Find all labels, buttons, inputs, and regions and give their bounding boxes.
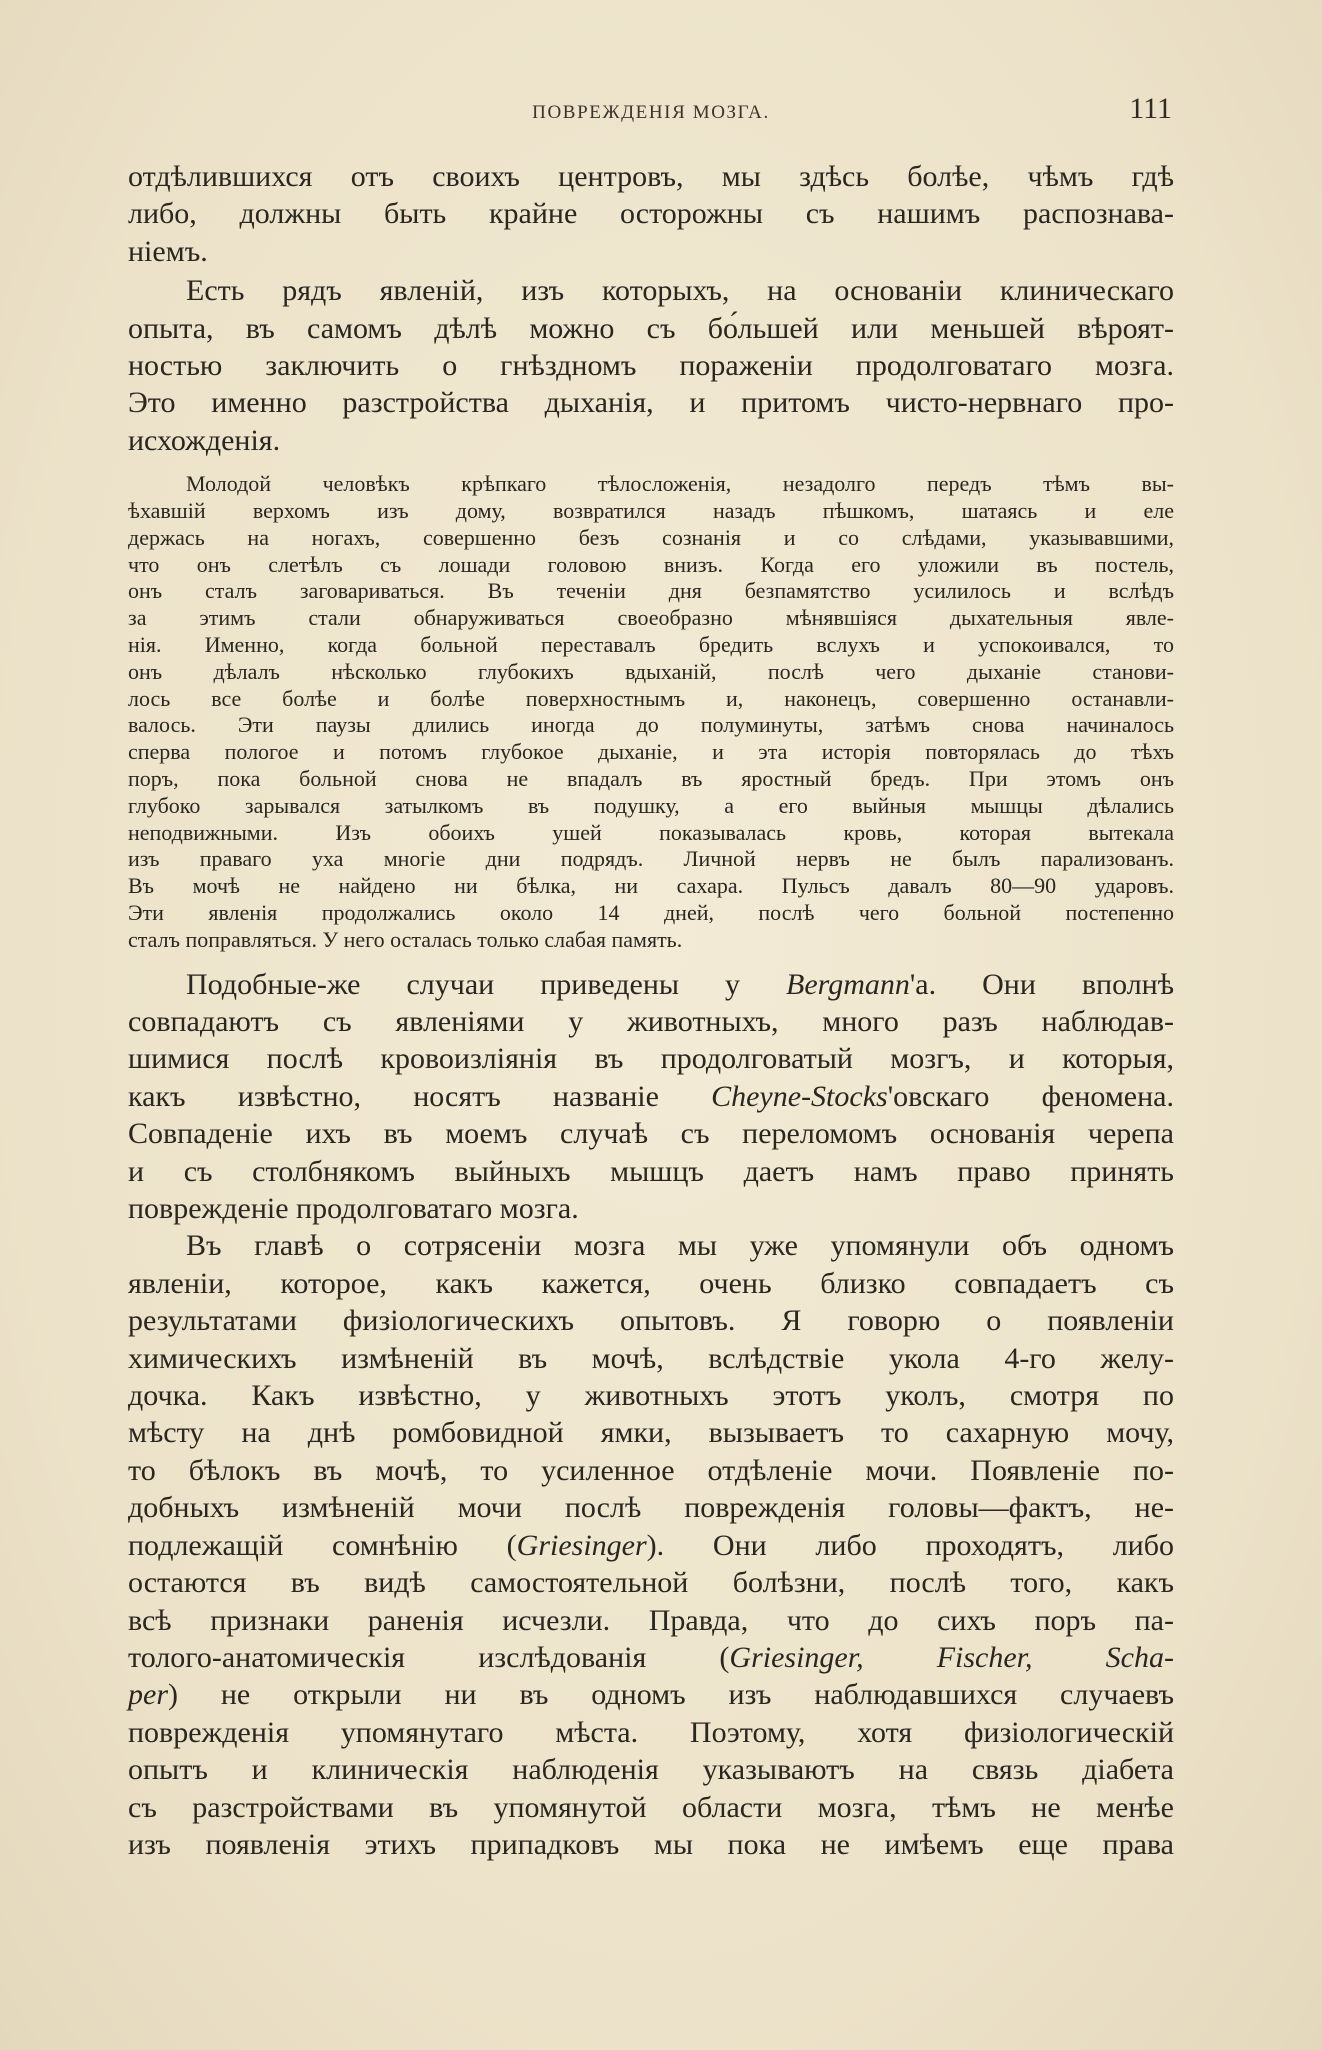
paragraph-1 — [128, 158, 1174, 270]
text-line: мѣсту на днѣ ромбовидной ямки, вызываетъ то сахарную мочу, — [128, 1416, 1174, 1450]
text-line — [128, 1639, 1174, 1676]
author-name: Bergmann — [786, 967, 910, 1001]
case-line: Въ мочѣ не найдено ни бѣлка, ни сахара. Пульсъ давалъ 80—90 ударовъ. — [128, 873, 1174, 899]
case-line: поръ, пока больной снова не впадалъ въ яростный бредъ. При этомъ онъ — [128, 766, 1174, 792]
text-run: толого-анатомическія изслѣдованія ( — [128, 1640, 730, 1674]
case-line: за этимъ стали обнаруживаться своеобразно мѣнявшіяся дыхательныя явле- — [128, 605, 1174, 631]
case-line: изъ праваго уха многіе дни подрядъ. Личной нервъ не былъ парализованъ. — [128, 846, 1174, 872]
case-line: сперва пологое и потомъ глубокое дыханіе, и эта исторія повторялась до тѣхъ — [128, 739, 1174, 765]
author-name: per — [128, 1678, 168, 1712]
case-line: сталъ поправляться. У него осталась только слабая память. — [128, 926, 683, 952]
text-line: шимися послѣ кровоизліянія въ продолговатый мозгъ, и которыя, — [128, 1042, 1174, 1076]
running-head: ПОВРЕЖДЕНІЯ МОЗГА. — [532, 102, 770, 123]
case-line: онъ дѣлалъ нѣсколько глубокихъ вдыханій, послѣ чего дыханіе станови- — [128, 658, 1174, 684]
author-names: Griesinger, Fischer, Scha- — [729, 1640, 1174, 1674]
text-line — [128, 1078, 1174, 1115]
case-report — [128, 471, 1174, 953]
page-header — [128, 92, 1174, 132]
text-run: 'а. Они вполнѣ — [909, 967, 1175, 1001]
text-line: отдѣлившихся отъ своихъ центровъ, мы здѣсь болѣе, чѣмъ гдѣ — [128, 160, 1174, 193]
text-line — [128, 1676, 1174, 1713]
case-line: Молодой человѣкъ крѣпкаго тѣлосложенія, незадолго передъ тѣмъ вы- — [186, 471, 1174, 497]
text-run: ). Они либо проходятъ, либо — [646, 1528, 1174, 1562]
case-line: Эти явленія продолжались около 14 дней, послѣ чего больной постепенно — [128, 900, 1174, 925]
body-text — [128, 158, 1174, 1863]
author-name: Griesinger — [516, 1528, 647, 1562]
case-line: онъ сталъ заговариваться. Въ теченіи дня безпамятство усилилось и вслѣдъ — [128, 578, 1174, 604]
case-line: нія. Именно, когда больной переставалъ бредить вслухъ и успокоивался, то — [128, 632, 1174, 658]
text-run: подлежащій сомнѣнію ( — [128, 1528, 517, 1562]
text-line: поврежденія упомянутаго мѣста. Поэтому, хотя физіологическій — [128, 1715, 1174, 1749]
text-line: и съ столбнякомъ выйныхъ мышцъ даетъ намъ право принять — [128, 1154, 1174, 1188]
text-line: результатами физіологическихъ опытовъ. Я говорю о появленіи — [128, 1304, 1174, 1338]
case-line: что онъ слетѣлъ съ лошади головою внизъ. Когда его уложили въ постель, — [128, 551, 1174, 577]
case-line: неподвижными. Изъ обоихъ ушей показывалась кровь, которая вытекала — [128, 819, 1174, 845]
text-run: ) не открыли ни въ одномъ изъ наблюдавшихся случаевъ — [168, 1678, 1174, 1712]
text-run: 'овскаго феномена. — [887, 1079, 1174, 1113]
page-number: 111 — [1129, 92, 1172, 125]
text-line: ніемъ. — [128, 234, 208, 268]
paragraph-3 — [128, 966, 1174, 1228]
text-line: изъ появленія этихъ припадковъ мы пока не имѣемъ еще права — [128, 1827, 1174, 1861]
text-run: Подобные-же случаи приведены у — [186, 967, 787, 1001]
case-line: валось. Эти паузы длились иногда до полуминуты, затѣмъ снова начиналось — [128, 712, 1174, 738]
text-line: либо, должны быть крайне осторожны съ нашимъ распознава- — [128, 197, 1174, 231]
text-line: явленіи, которое, какъ кажется, очень близко совпадаетъ съ — [128, 1266, 1174, 1300]
text-line: добныхъ измѣненій мочи послѣ поврежденія головы—фактъ, не- — [128, 1491, 1174, 1525]
text-line — [128, 1527, 1174, 1564]
case-line: держась на ногахъ, совершенно безъ сознанія и со слѣдами, указывавшими, — [128, 524, 1174, 550]
case-line: лось все болѣе и болѣе поверхностнымъ и, наконецъ, совершенно останавли- — [128, 685, 1174, 711]
text-line: Это именно разстройства дыханія, и притомъ чисто-нервнаго про- — [128, 386, 1174, 420]
author-name: Cheyne-Stocks — [711, 1079, 888, 1113]
text-line: поврежденіе продолговатаго мозга. — [128, 1192, 579, 1226]
text-line: Въ главѣ о сотрясеніи мозга мы уже упомянули объ одномъ — [186, 1229, 1174, 1263]
text-line: дочка. Какъ извѣстно, у животныхъ этотъ уколъ, смотря по — [128, 1379, 1174, 1413]
text-line: опыта, въ самомъ дѣлѣ можно съ бо́льшей или меньшей вѣроят- — [128, 311, 1174, 345]
text-line: Совпаденіе ихъ въ моемъ случаѣ съ переломомъ основанія черепа — [128, 1117, 1174, 1151]
text-line: остаются въ видѣ самостоятельной болѣзни, послѣ того, какъ — [128, 1566, 1174, 1600]
text-line: совпадаютъ съ явленіями у животныхъ, много разъ наблюдав- — [128, 1005, 1174, 1038]
text-line: опытъ и клиническія наблюденія указываютъ на связь діабета — [128, 1753, 1174, 1787]
text-line: Есть рядъ явленій, изъ которыхъ, на основаніи клиническаго — [186, 274, 1174, 308]
case-line: ѣхавшій верхомъ изъ дому, возвратился назадъ пѣшкомъ, шатаясь и еле — [128, 498, 1174, 524]
text-line: ностью заключить о гнѣздномъ пораженіи продолговатаго мозга. — [128, 349, 1174, 383]
text-line: всѣ признаки раненія исчезли. Правда, что до сихъ поръ па- — [128, 1603, 1174, 1637]
text-run: какъ извѣстно, носятъ названіе — [128, 1079, 712, 1113]
text-line: исхожденія. — [128, 423, 281, 457]
case-line: глубоко зарывался затылкомъ въ подушку, а его выйныя мышцы дѣлались — [128, 792, 1174, 818]
text-line: то бѣлокъ въ мочѣ, то усиленное отдѣленіе мочи. Появленіе по- — [128, 1453, 1174, 1487]
text-line: съ разстройствами въ упомянутой области мозга, тѣмъ не менѣе — [128, 1790, 1174, 1824]
paragraph-4 — [128, 1227, 1174, 1863]
text-line: химическихъ измѣненій въ мочѣ, вслѣдствіе укола 4-го желу- — [128, 1341, 1174, 1375]
text-line — [128, 966, 1174, 1003]
paragraph-2 — [128, 272, 1174, 459]
